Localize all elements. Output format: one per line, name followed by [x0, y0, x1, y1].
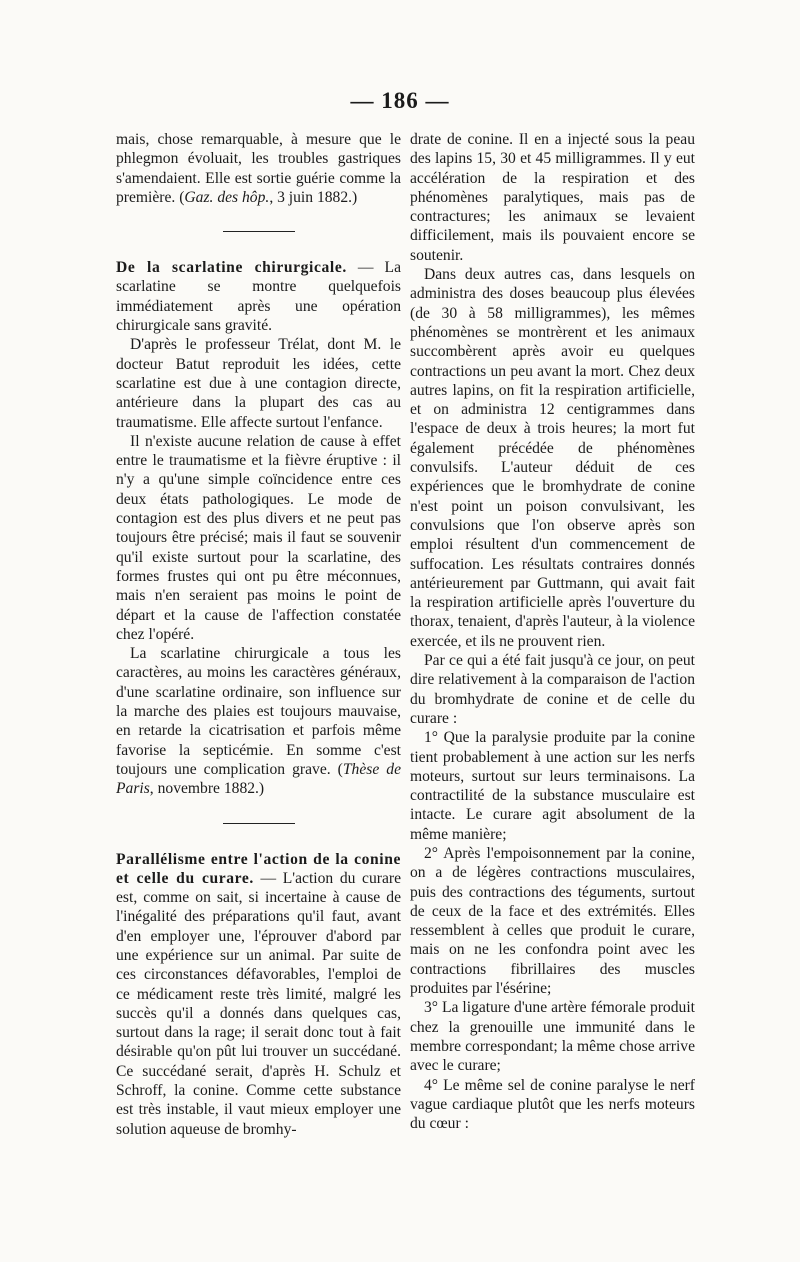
intro-text: mais, chose remarquable, à mesure que le phlegmon évoluait, les troubles gastriques s'amendaient. Elle est sortie guérie comme la première. (	[116, 131, 401, 206]
right-p4: 1° Que la paralysie produite par la conine tient probablement à une action sur les nerfs moteurs, surtout sur leurs terminaisons. La contractilité de la substance musculaire est intacte. Le curare agit absolument de la même manière;	[410, 729, 695, 843]
left-column	[116, 130, 401, 1139]
page-number: — 186 —	[350, 88, 450, 113]
scarlatine-p4-end: , novembre 1882.)	[149, 780, 265, 798]
scarlatine-citation: Thèse de Paris	[116, 760, 402, 798]
right-p6: 3° La ligature d'une artère fémorale produit chez la grenouille une immunité dans le membre correspondant; la même chose arrive avec le curare;	[410, 999, 695, 1075]
right-p2: Dans deux autres cas, dans lesquels on administra des doses beaucoup plus élevées (de 30 à 58 milligrammes), les mêmes phénomènes se montrèrent et les animaux succombèrent après avoir eu quelques contractions un peu avant la mort. Chez deux autres lapins, on fit la respiration artificielle, et on administra 12 centigrammes dans l'espace de deux à trois heures; la mort fut également précédée de phénomènes convulsifs. L'auteur déduit de ces expériences que le bromhydrate de conine n'est point un poison convulsivant, les convulsions que l'on observe après son emploi résultent d'un commencement de suffocation. Les résultats contraires donnés antérieurement par Guttmann, qui avait fait la respiration artificielle après l'ouverture du thorax, tenaient, d'après l'auteur, à la violence exercée, et ils ne prouvent rien.	[410, 266, 695, 650]
scarlatine-p4	[116, 644, 401, 798]
section-divider	[223, 823, 295, 824]
scarlatine-p4-text: La scarlatine chirurgicale a tous les caractères, au moins les caractères généraux, d'une scarlatine ordinaire, son influence sur la marche des plaies est toujours mauvaise, en retarde la cicatrisation et parfois même favorise la septicémie. En somme c'est toujours une complication grave. (	[116, 645, 401, 778]
scarlatine-lead: — La scarlatine se montre quelquefois immédiatement après une opération chirurgicale sans gravité.	[116, 259, 401, 335]
right-p7: 4° Le même sel de conine paralyse le nerf vague cardiaque plutôt que les nerfs moteurs du cœur :	[410, 1076, 695, 1133]
scarlatine-paragraph	[116, 258, 401, 335]
scarlatine-p2: D'après le professeur Trélat, dont M. le docteur Batut reproduit les idées, cette scarlatine est due à une contagion directe, antérieure dans la plupart des cas au traumatisme. Elle affecte surtout l'enfance.	[116, 336, 401, 431]
right-p3: Par ce qui a été fait jusqu'à ce jour, on peut dire relativement à la comparaison de l'action du bromhydrate de conine et de celle du curare :	[410, 652, 695, 727]
parallelisme-lead: — L'action du curare est, comme on sait, si incertaine à cause de l'inégalité des préparations qu'il faut, avant d'en employer une, l'éprouver d'abord par une expérience sur un animal. Par suite de ces circonstances défavorables, l'emploi de ce médicament reste très limité, malgré les succès qu'il a donnés dans quelques cas, surtout dans la rage; il serait donc tout à fait désirable qu'on pût lui trouver un succédané. Ce succédané serait, d'après H. Schulz et Schroff, la conine. Comme cette substance est très instable, il vaut mieux employer une solution aqueuse de bromhy-	[116, 869, 401, 1138]
right-column	[410, 130, 695, 1133]
right-p1: drate de conine. Il en a injecté sous la peau des lapins 15, 30 et 45 milligrammes. Il y eut accélération de la respiration et des phénomènes paralytiques, mais pas de contractures; les animaux se levaient difficilement, mais ils pouvaient encore se soutenir.	[410, 131, 695, 264]
parallelisme-paragraph	[116, 850, 401, 1139]
right-p5: 2° Après l'empoisonnement par la conine, on a de légères contractions musculaires, puis des contractions des téguments, surtout de ceux de la face et des extrémités. Elles ressemblent à celles que produit le curare, mais on ne les confondra point avec les contractions fibrillaires des muscles produites par l'ésérine;	[410, 844, 695, 998]
section-heading-scarlatine: De la scarlatine chirurgicale.	[116, 259, 347, 277]
section-divider	[223, 231, 295, 232]
intro-end: , 3 juin 1882.)	[269, 188, 358, 206]
section-heading-parallelisme: Parallélisme entre l'action de la conine et celle du curare.	[116, 850, 401, 887]
scarlatine-p3: Il n'existe aucune relation de cause à effet entre le traumatisme et la fièvre éruptive : il n'y a qu'une simple coïncidence entre ces deux états pathologiques. Le mode de contagion est des plus divers et ne peut pas toujours être précisé; mais il faut se souvenir qu'il existe surtout pour la scarlatine, des formes frustes qui ont pu être méconnues, mais n'en seraient pas moins le point de départ et la cause de l'affection constatée chez l'opéré.	[116, 432, 401, 643]
intro-citation: Gaz. des hôp.	[184, 188, 270, 206]
intro-paragraph	[116, 130, 401, 207]
